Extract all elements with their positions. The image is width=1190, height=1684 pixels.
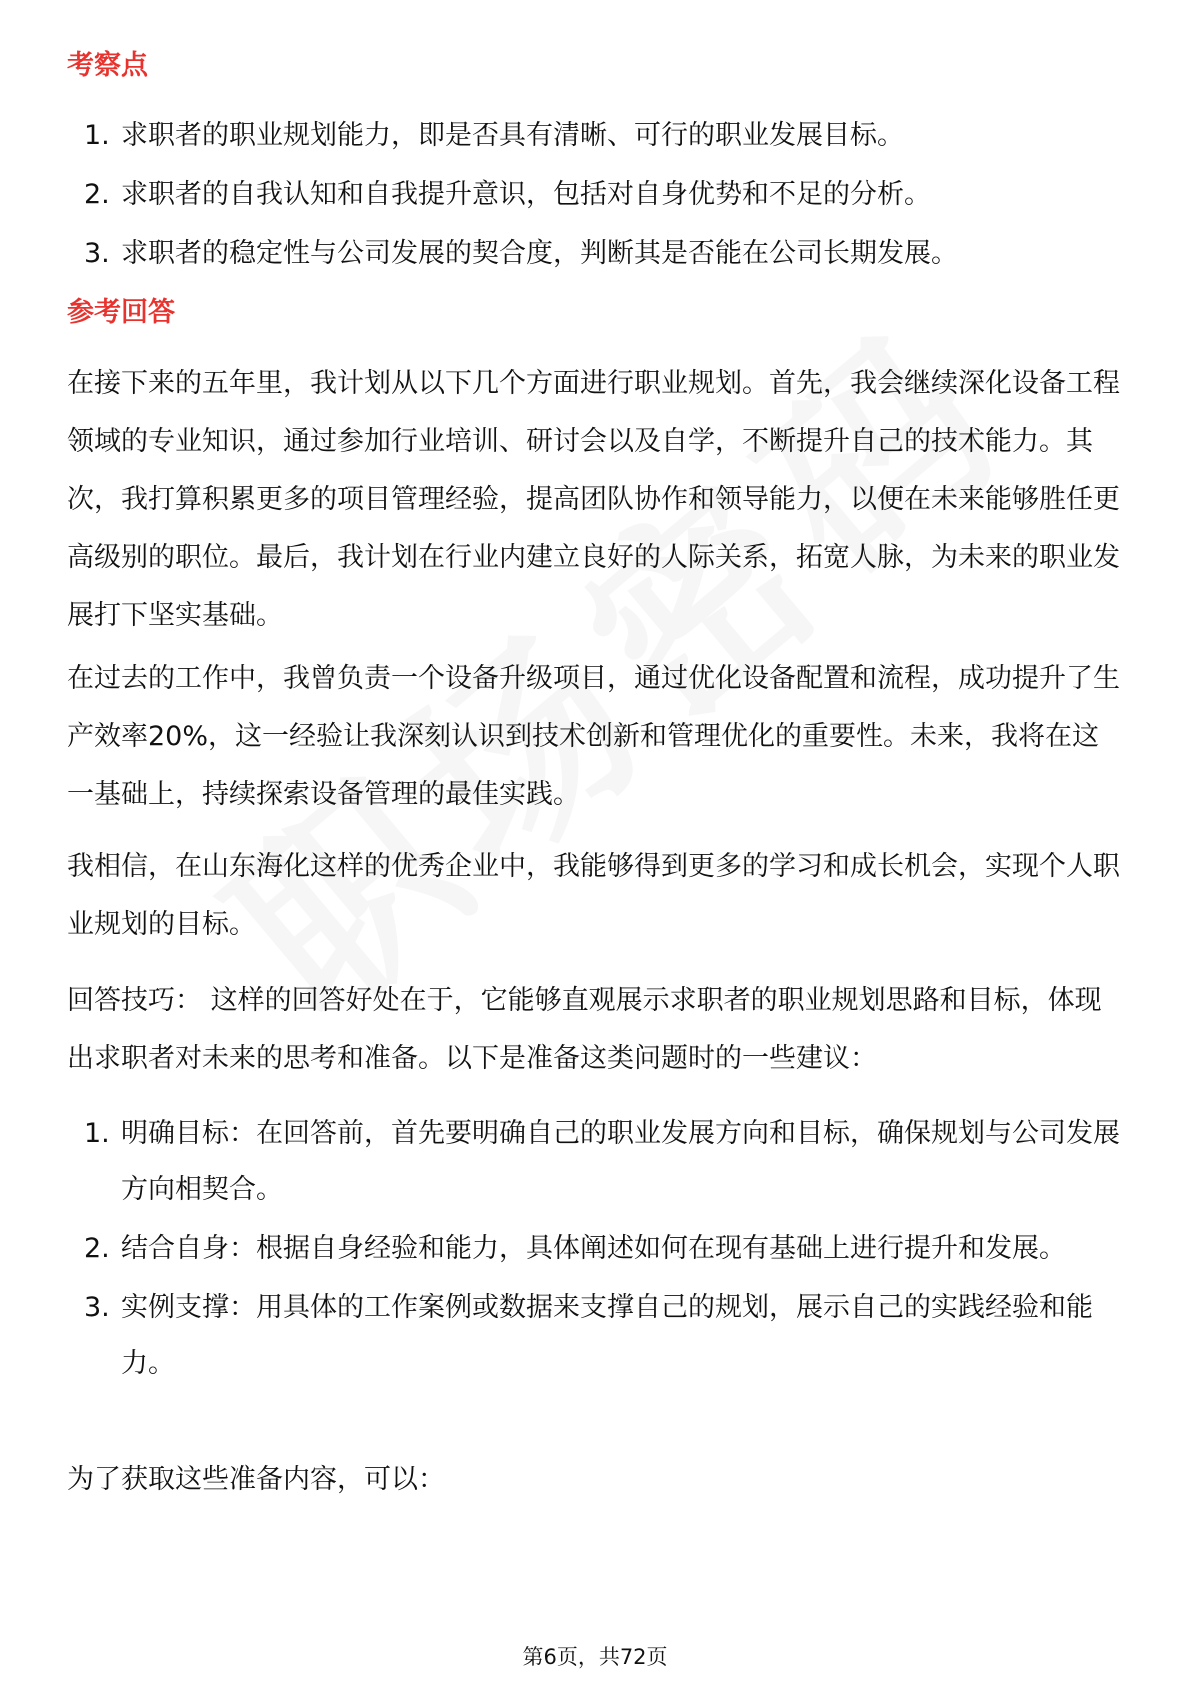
document-page <box>67 0 1123 1684</box>
answer-paragraph-3: 我相信，在山东海化这样的优秀企业中，我能够得到更多的学习和成长机会，实现个人职业规划的目标。 <box>67 851 1120 940</box>
list-text: 实例支撑：用具体的工作案例或数据来支撑自己的规划，展示自己的实践经验和能力。 <box>121 1292 1093 1379</box>
tips-list <box>67 1106 1123 1395</box>
list-item <box>67 1221 1123 1277</box>
answer-paragraph-1: 在接下来的五年里，我计划从以下几个方面进行职业规划。首先，我会继续深化设备工程领域的专业知识，通过参加行业培训、研讨会以及自学，不断提升自己的技术能力。其次，我打算积累更多的项目管理经验，提高团队协作和领导能力，以便在未来能够胜任更高级别的职位。最后，我计划在行业内建立良好的人际关系，拓宽人脉，为未来的职业发展打下坚实基础。 <box>67 368 1120 631</box>
list-item <box>67 1106 1123 1218</box>
list-number: 3. <box>84 1292 110 1323</box>
list-number: 2. <box>84 179 110 210</box>
answer-paragraph-2: 在过去的工作中，我曾负责一个设备升级项目，通过优化设备配置和流程，成功提升了生产效率20%，这一经验让我深刻认识到技术创新和管理优化的重要性。未来，我将在这一基础上，持续探索设备管理的最佳实践。 <box>67 663 1120 810</box>
list-number: 2. <box>84 1233 110 1264</box>
closing-paragraph: 为了获取这些准备内容，可以： <box>67 1464 445 1495</box>
list-text: 求职者的职业规划能力，即是否具有清晰、可行的职业发展目标。 <box>121 120 904 151</box>
list-number: 1. <box>84 1118 110 1149</box>
list-text: 求职者的自我认知和自我提升意识，包括对自身优势和不足的分析。 <box>121 179 931 210</box>
list-text: 明确目标：在回答前，首先要明确自己的职业发展方向和目标，确保规划与公司发展方向相契合。 <box>121 1118 1120 1205</box>
section-heading-assessment: 考察点 <box>67 50 148 81</box>
assessment-list <box>67 108 1123 285</box>
list-number: 1. <box>84 120 110 151</box>
list-item <box>67 226 1123 282</box>
list-text: 求职者的稳定性与公司发展的契合度，判断其是否能在公司长期发展。 <box>121 238 958 269</box>
section-heading-reference-answer: 参考回答 <box>67 297 175 328</box>
list-item <box>67 108 1123 164</box>
list-item <box>67 167 1123 223</box>
list-text: 结合自身：根据自身经验和能力，具体阐述如何在现有基础上进行提升和发展。 <box>121 1233 1066 1264</box>
page-footer: 第6页，共72页 <box>522 1645 668 1669</box>
list-number: 3. <box>84 238 110 269</box>
list-item <box>67 1280 1123 1392</box>
answer-tips-intro: 回答技巧： 这样的回答好处在于，它能够直观展示求职者的职业规划思路和目标，体现出求职者对未来的思考和准备。以下是准备这类问题时的一些建议： <box>67 985 1102 1074</box>
